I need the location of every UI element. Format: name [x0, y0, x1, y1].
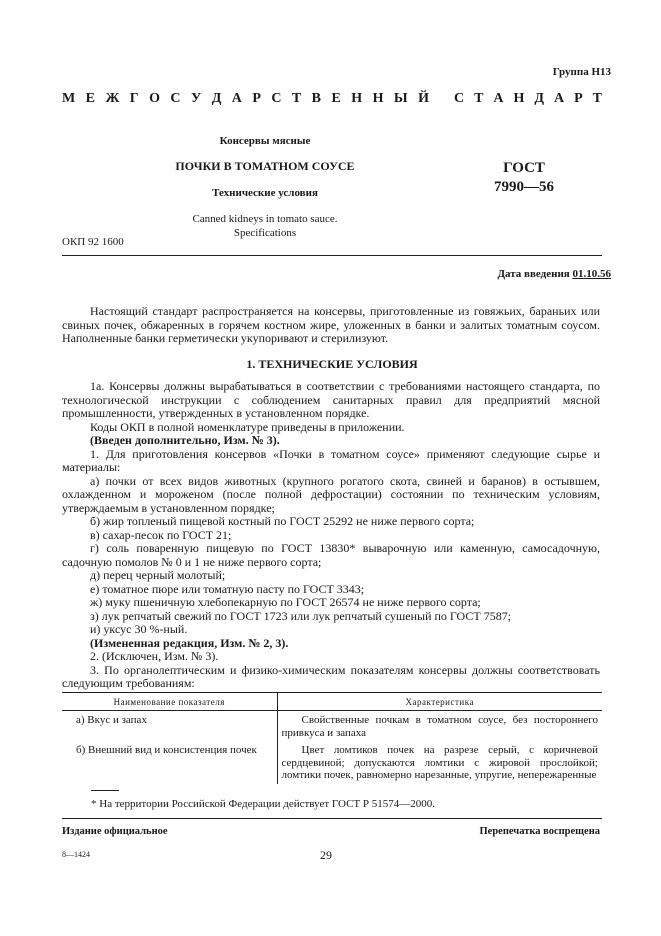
banner-letter: Р [252, 91, 261, 106]
list-item-a: а) почки от всех видов животных (крупного рогатого скота, свиней и баранов) в остывшем, охлажденном и мороженом (после полной дефростации) состоянии по техническим условиям, утверждаемым в установленном порядке; [62, 473, 600, 515]
column-header-indicator: Наименование показателя [62, 693, 277, 711]
banner-letter: Н [513, 91, 525, 106]
banner-letter: Й [418, 91, 429, 106]
banner-word-standard [454, 91, 602, 107]
banner-letter: А [553, 91, 565, 106]
header-divider [62, 255, 602, 256]
english-title-line-1: Canned kidneys in tomato sauce. [192, 213, 338, 225]
amendment-note: (Введен дополнительно, Изм. № 3). [90, 433, 280, 447]
banner-letter: С [271, 91, 282, 106]
section-body [62, 380, 600, 691]
banner-letter: У [190, 91, 202, 106]
effective-date-label: Дата введения [497, 268, 570, 280]
banner-letter: Д [211, 91, 222, 106]
table-cell-characteristic: Свойственные почкам в томатном соусе, без постороннего привкуса и запаха [281, 714, 598, 739]
banner-letter: Е [331, 91, 341, 106]
paragraph-okp: Коды ОКП в полной номенклатуре приведены в приложении. [90, 419, 405, 434]
document-title: ПОЧКИ В ТОМАТНОМ СОУСЕ [175, 159, 355, 173]
list-item-z: з) лук репчатый свежий по ГОСТ 1723 или лук репчатый сушеный по ГОСТ 7587; [90, 608, 512, 623]
english-title-line-2: Specifications [233, 227, 297, 239]
table-cell-indicator: б) Внешний вид и консистенция почек [62, 741, 277, 784]
page-number: 29 [320, 848, 332, 862]
banner-letter: Н [351, 91, 363, 106]
list-item-i: и) уксус 30 %-ный. [90, 622, 188, 636]
banner-letter: Ы [393, 91, 408, 106]
standard-banner [62, 91, 602, 107]
list-item-b: б) жир топленый пищевой костный по ГОСТ 25292 не ниже первого сорта; [90, 514, 475, 528]
effective-date-value: 01.10.56 [572, 268, 611, 280]
banner-letter: О [149, 91, 160, 106]
banner-letter: С [454, 91, 465, 106]
english-title [150, 212, 380, 240]
okp-code: ОКП 92 1600 [62, 236, 124, 248]
paragraph-2: 2. (Исключен, Изм. № 3). [90, 649, 219, 663]
document-heading [150, 135, 380, 240]
document-type: Технические условия [212, 187, 318, 199]
amendment-note: (Измененная редакция, Изм. № 2, 3). [90, 635, 289, 650]
banner-letter: Т [592, 91, 602, 106]
banner-letter: А [493, 91, 504, 106]
list-item-g: г) соль поваренную пищевую по ГОСТ 13830* выварочную или каменную, самосадочную, садочную помолов № 0 и 1 не ниже первого сорта; [62, 541, 600, 569]
table-cell-characteristic: Цвет ломтиков почек на разрезе серый, с коричневой сердцевиной; допускаются ломтики с жировой прослойкой; ломтики почек, равномерно нарезанные, упругие, непережаренные [281, 744, 598, 781]
list-item-v: в) сахар-песок по ГОСТ 21; [90, 527, 232, 542]
table-header-row [62, 693, 602, 711]
footer-divider [62, 818, 602, 819]
banner-letter: Е [85, 91, 95, 106]
gost-number [494, 160, 554, 196]
effective-date [497, 268, 611, 280]
gost-label: ГОСТ [503, 160, 545, 176]
section-title: 1. ТЕХНИЧЕСКИЕ УСЛОВИЯ [246, 357, 418, 371]
banner-letter: М [62, 91, 76, 106]
gost-code: 7990—56 [494, 179, 554, 195]
banner-word-interstate [62, 91, 429, 107]
list-item-d: д) перец черный молотый; [90, 568, 226, 582]
banner-letter: Ж [105, 91, 120, 106]
official-edition-label: Издание официальное [62, 826, 168, 837]
print-code: 8—1424 [62, 850, 90, 859]
banner-letter: С [170, 91, 181, 106]
paragraph-1: 1. Для приготовления консервов «Почки в томатном соусе» применяют следующие сырье и материалы: [62, 446, 600, 474]
reprint-forbidden-label: Перепечатка воспрещена [479, 826, 600, 837]
intro-text [62, 305, 600, 346]
document-subtitle: Консервы мясные [219, 135, 311, 147]
table-cell-indicator: а) Вкус и запах [62, 711, 277, 742]
table-row [62, 711, 602, 742]
list-item-e: е) томатное пюре или томатную пасту по ГОСТ 3343; [90, 581, 365, 596]
banner-letter: Г [129, 91, 139, 106]
banner-letter: Т [291, 91, 302, 106]
column-header-characteristic: Характеристика [277, 693, 602, 711]
table-row [62, 741, 602, 784]
footnote: * На территории Российской Федерации действует ГОСТ Р 51574—2000. [91, 798, 436, 810]
banner-letter: А [231, 91, 242, 106]
banner-letter: Д [534, 91, 544, 106]
requirements-table [62, 692, 602, 784]
banner-letter: Т [474, 91, 484, 106]
intro-paragraph: Настоящий стандарт распространяется на консервы, приготовленные из говяжьих, бараньих или свиных почек, обжаренных в горячем костном жире, уложенных в банки и залитых томатным соусом. Наполненные банки герметически укупоривают и стерилизуют. [62, 304, 600, 345]
banner-letter: Р [574, 91, 583, 106]
banner-letter: В [311, 91, 322, 106]
footnote-divider [91, 790, 119, 791]
banner-letter: Н [372, 91, 384, 106]
paragraph-3: 3. По органолептическим и физико-химическим показателям консервы должны соответствовать следующим требованиям: [62, 662, 600, 690]
paragraph-1a: 1а. Консервы должны вырабатываться в соответствии с требованиями настоящего стандарта, по технологической инструкции с соблюдением санитарных правил для предприятий мясной промышленности, утвержденных в установленном порядке. [62, 379, 600, 420]
group-code: Группа Н13 [552, 66, 611, 78]
list-item-zh: ж) муку пшеничную хлебопекарную по ГОСТ 26574 не ниже первого сорта; [90, 595, 481, 609]
